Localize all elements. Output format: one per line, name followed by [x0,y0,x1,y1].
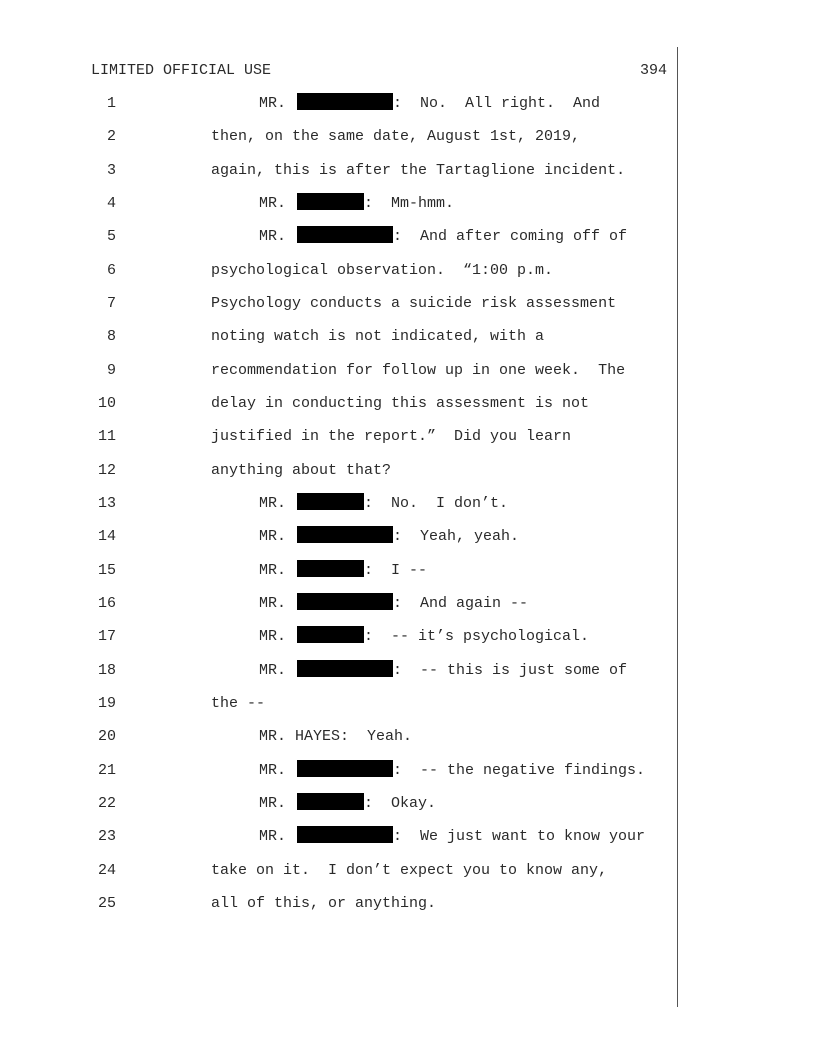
redaction-box [297,493,364,510]
speaker-prefix: MR. [259,95,287,112]
speaker-prefix: MR. [259,761,287,779]
line-number: 14 [97,528,116,546]
page-number: 394 [639,62,667,79]
transcript-line [0,260,680,282]
line-text: psychological observation. “1:00 p.m. [211,261,554,279]
transcript-line [0,460,680,482]
speaker-prefix: MR. [259,794,287,812]
line-number: 1 [106,95,116,112]
line-number: 17 [97,628,116,646]
line-number: 24 [97,861,116,879]
line-text: noting watch is not indicated, with a [211,328,545,346]
line-number: 6 [106,261,116,279]
transcript-line [0,793,680,815]
line-text [259,560,427,582]
transcript-line [0,593,680,615]
redaction-box [297,793,364,810]
utterance-text: : We just want to know your [393,828,646,846]
transcript-line [0,826,680,848]
line-text: anything about that? [211,461,392,479]
line-text [259,760,645,782]
page-header-classification: LIMITED OFFICIAL USE [91,62,272,79]
speaker-prefix: MR. [259,828,287,846]
line-text: the -- [211,694,266,712]
utterance-text: : And after coming off of [393,228,628,246]
transcript-line [0,526,680,548]
line-text: all of this, or anything. [211,894,437,912]
transcript-line [0,626,680,648]
transcript-line [0,360,680,382]
line-number: 25 [97,894,116,912]
line-number: 9 [106,361,116,379]
redaction-box [297,826,393,843]
line-text [259,660,627,682]
transcript-line [0,726,680,748]
transcript-line [0,560,680,582]
utterance-text: : No. All right. And [393,95,601,112]
redaction-box [297,226,393,243]
speaker-prefix: MR. [259,194,287,212]
line-number: 7 [106,294,116,312]
line-text: recommendation for follow up in one week. The [211,361,626,379]
line-number: 10 [97,394,116,412]
speaker-prefix: MR. [259,561,287,579]
line-number: 18 [97,661,116,679]
line-text: delay in conducting this assessment is not [211,394,590,412]
line-text [259,793,436,815]
speaker-prefix: MR. [259,494,287,512]
utterance-text: : -- it’s psychological. [364,628,590,646]
line-text [259,493,508,515]
line-number: 11 [97,428,116,446]
transcript-line [0,426,680,448]
redaction-box [297,626,364,643]
transcript-line [0,160,680,182]
line-text: then, on the same date, August 1st, 2019, [211,128,581,146]
transcript-line [0,493,680,515]
line-number: 8 [106,328,116,346]
redaction-box [297,193,364,210]
redaction-box [297,93,393,110]
redaction-box [297,593,393,610]
transcript-line [0,760,680,782]
utterance-text: : Yeah, yeah. [393,528,520,546]
speaker-prefix: MR. [259,661,287,679]
line-text [259,826,645,848]
line-number: 12 [97,461,116,479]
transcript-line [0,93,680,115]
line-number: 5 [106,228,116,246]
transcript-line [0,293,680,315]
line-number: 16 [97,594,116,612]
line-text: justified in the report.” Did you learn [211,428,572,446]
line-text: MR. HAYES: Yeah. [259,728,413,746]
transcript-line [0,860,680,882]
line-number: 20 [97,728,116,746]
utterance-text: : I -- [364,561,428,579]
utterance-text: : No. I don’t. [364,494,509,512]
line-text [259,193,454,215]
redaction-box [297,526,393,543]
redaction-box [297,660,393,677]
line-text: again, this is after the Tartaglione incident. [211,161,626,179]
line-number: 13 [97,494,116,512]
line-number: 4 [106,194,116,212]
line-text [259,526,519,548]
line-text: take on it. I don’t expect you to know any, [211,861,608,879]
line-number: 19 [97,694,116,712]
line-text: Psychology conducts a suicide risk assessment [211,294,617,312]
speaker-prefix: MR. [259,628,287,646]
transcript-line [0,393,680,415]
speaker-prefix: MR. [259,228,287,246]
line-number: 2 [106,128,116,146]
transcript-line [0,226,680,248]
speaker-prefix: MR. [259,528,287,546]
speaker-prefix: MR. [259,594,287,612]
utterance-text: : -- this is just some of [393,661,628,679]
line-number: 15 [97,561,116,579]
transcript-line [0,893,680,915]
line-number: 22 [97,794,116,812]
utterance-text: : Mm-hmm. [364,194,455,212]
utterance-text: : -- the negative findings. [393,761,646,779]
utterance-text: : And again -- [393,594,529,612]
line-number: 21 [97,761,116,779]
line-text [259,93,600,115]
transcript-line [0,693,680,715]
transcript-line [0,326,680,348]
line-number: 3 [106,161,116,179]
line-text [259,626,589,648]
transcript-line [0,126,680,148]
line-text [259,226,627,248]
line-text [259,593,528,615]
redaction-box [297,560,364,577]
transcript-line [0,660,680,682]
redaction-box [297,760,393,777]
line-number: 23 [97,828,116,846]
transcript-line [0,193,680,215]
utterance-text: : Okay. [364,794,437,812]
